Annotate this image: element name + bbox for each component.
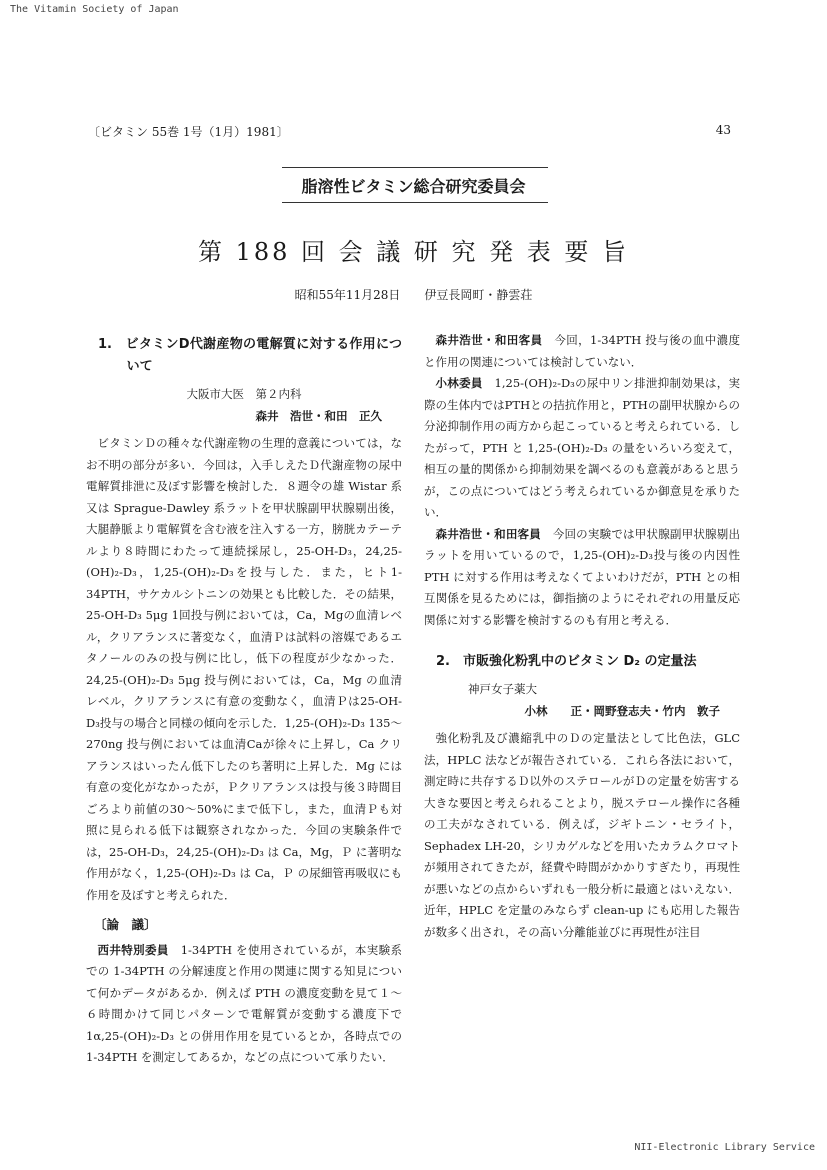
speaker: 小林委員 bbox=[435, 376, 483, 390]
discussion-item bbox=[424, 524, 740, 632]
title-rule-bottom bbox=[282, 202, 548, 203]
watermark-top: The Vitamin Society of Japan bbox=[10, 4, 179, 15]
page-title: 第 188 回 会 議 研 究 発 表 要 旨 bbox=[197, 238, 630, 266]
column-left bbox=[86, 330, 402, 1069]
section2-affiliation: 神戸女子薬大 bbox=[468, 682, 537, 696]
watermark-bottom: NII-Electronic Library Service bbox=[634, 1142, 815, 1153]
remark: 1-34PTH を使用されているが，本実験系での 1-34PTH の分解速度と作用の関連に関する知見について何かデータがあるか．例えば PTH の濃度変動を見て１～６時間かけて同じパターンで電解質が変動する濃度下で 1α,25-(OH)₂-D₃ との併用作用を見ているとか，各時点での 1-34PTH を測定してあるか，などの点について承りたい． bbox=[86, 942, 403, 1064]
speaker: 森井浩世・和田客員 bbox=[435, 333, 543, 347]
section2-authors: 小林 正・岡野登志夫・竹内 敦子 bbox=[524, 703, 720, 718]
committee-name: 脂溶性ビタミン総合研究委員会 bbox=[301, 177, 526, 196]
section1-authors: 森井 浩世・和田 正久 bbox=[255, 408, 382, 423]
section2-heading: 2. 市販強化粉乳中のビタミン D₂ の定量法 bbox=[436, 654, 697, 669]
discussion-item bbox=[86, 940, 402, 1069]
date-place: 昭和55年11月28日 伊豆長岡町・静雲荘 bbox=[294, 288, 533, 302]
page-number: 43 bbox=[715, 123, 731, 137]
remark: 今回の実験では甲状腺副甲状腺剔出ラットを用いているので，1,25-(OH)₂-D₃投与後の内因性 PTH に対する作用は考えなくてよいわけだが，PTH との相互関係を見るためには，御指摘のようにそれぞれの用量反応関係に対する影響を検討するのも有用と考える． bbox=[424, 526, 741, 627]
column-right bbox=[424, 330, 740, 943]
section2-body: 強化粉乳及び濃縮乳中のＤの定量法として比色法，GLC 法，HPLC 法などが報告されている．これら各法において，測定時に共存するＤ以外のステロールがＤの定量を妨害する大きな要因と考えられることより，脱ステロール操作に各種の工夫がなされている．例えば，ジギトニン・セライト，Sephadex LH-20，シリカゲルなどを用いたカラムクロマトが頻用されてきたが，経費や時間がかかりすぎたり，再現性が悪いなどの点からいずれも一般分析に最適とはいえない．近年，HPLC を定量のみならず clean-up にも応用した報告が数多く出され，その高い分離能並びに再現性が注目 bbox=[424, 731, 740, 939]
title-rule-top bbox=[282, 167, 548, 168]
running-header: 〔ビタミン 55巻 1号（1月）1981〕 bbox=[88, 125, 289, 139]
remark: 1,25-(OH)₂-D₃の尿中リン排泄抑制効果は，実際の生体内ではPTHとの拮抗作用と，PTHの副甲状腺からの分泌抑制作用の両方から起こっていると考えられている．したがって，PTH と 1,25-(OH)₂-D₃ の量をいろいろ変えて，相互の量的関係から抑制効果を調べるのも意義があると思うが，この点についてはどう考えられているか御意見を承りたい． bbox=[424, 376, 741, 519]
discussion-item bbox=[424, 373, 740, 524]
discussion-heading: 〔論 議〕 bbox=[94, 917, 157, 932]
speaker: 西井特別委員 bbox=[97, 942, 169, 957]
section1-body: ビタミンＤの種々な代謝産物の生理的意義については，なお不明の部分が多い．今回は，入手しえたＤ代謝産物の尿中電解質排泄に及ぼす影響を検討した．８週令の雄 Wistar 系又は Sprague-Dawley 系ラットを甲状腺副甲状腺剔出後，大腿静脈より電解質を含む液を注入する一方，膀胱カテーテルより８時間にわたって連続採尿し，25-OH-D₃，24,25-(OH)₂-D₃，1,25-(OH)₂-D₃を投与した．また，ヒト1-34PTH，サケカルシトニンの効果とも比較した．その結果，25-OH-D₃ 5μg 1回投与例においては，Ca，Mgの血清レベル，クリアランスに著変なく，血清Ｐは試料の溶媒であるエタノールのみの投与例に比し，低下の程度が少なかった．24,25-(OH)₂-D₃ 5μg 投与例においては，Ca，Mg の血清レベル，クリアランスに有意の変動なく，血清Ｐは25-OH-D₃投与の場合と同様の傾向を示した．1,25-(OH)₂-D₃ 135～270ng 投与例においては血清Caが徐々に上昇し，Ca クリアランスはいったん低下したのち著明に上昇した．Mg には有意の変化がなかったが，Ｐクリアランスは投与後３時間目ごろより前値の30～50%にまで低下し，また，血清Ｐも対照に見られる低下は観察されなかった．今回の実験条件では，25-OH-D₃，24,25-(OH)₂-D₃ は Ca，Mg，Ｐ に著明な作用がなく，1,25-(OH)₂-D₃ は Ca，Ｐ の尿細管再吸収にも作用を及ぼすと考えられた． bbox=[86, 436, 402, 902]
section1-affiliation: 大阪市大医 第２内科 bbox=[186, 387, 302, 401]
discussion-item bbox=[424, 330, 740, 373]
remark: 今回，1-34PTH 投与後の血中濃度と作用の関連については検討していない． bbox=[424, 333, 741, 369]
section1-heading: 1. ビタミンD代謝産物の電解質に対する作用について bbox=[98, 337, 402, 374]
speaker: 森井浩世・和田客員 bbox=[435, 526, 541, 541]
